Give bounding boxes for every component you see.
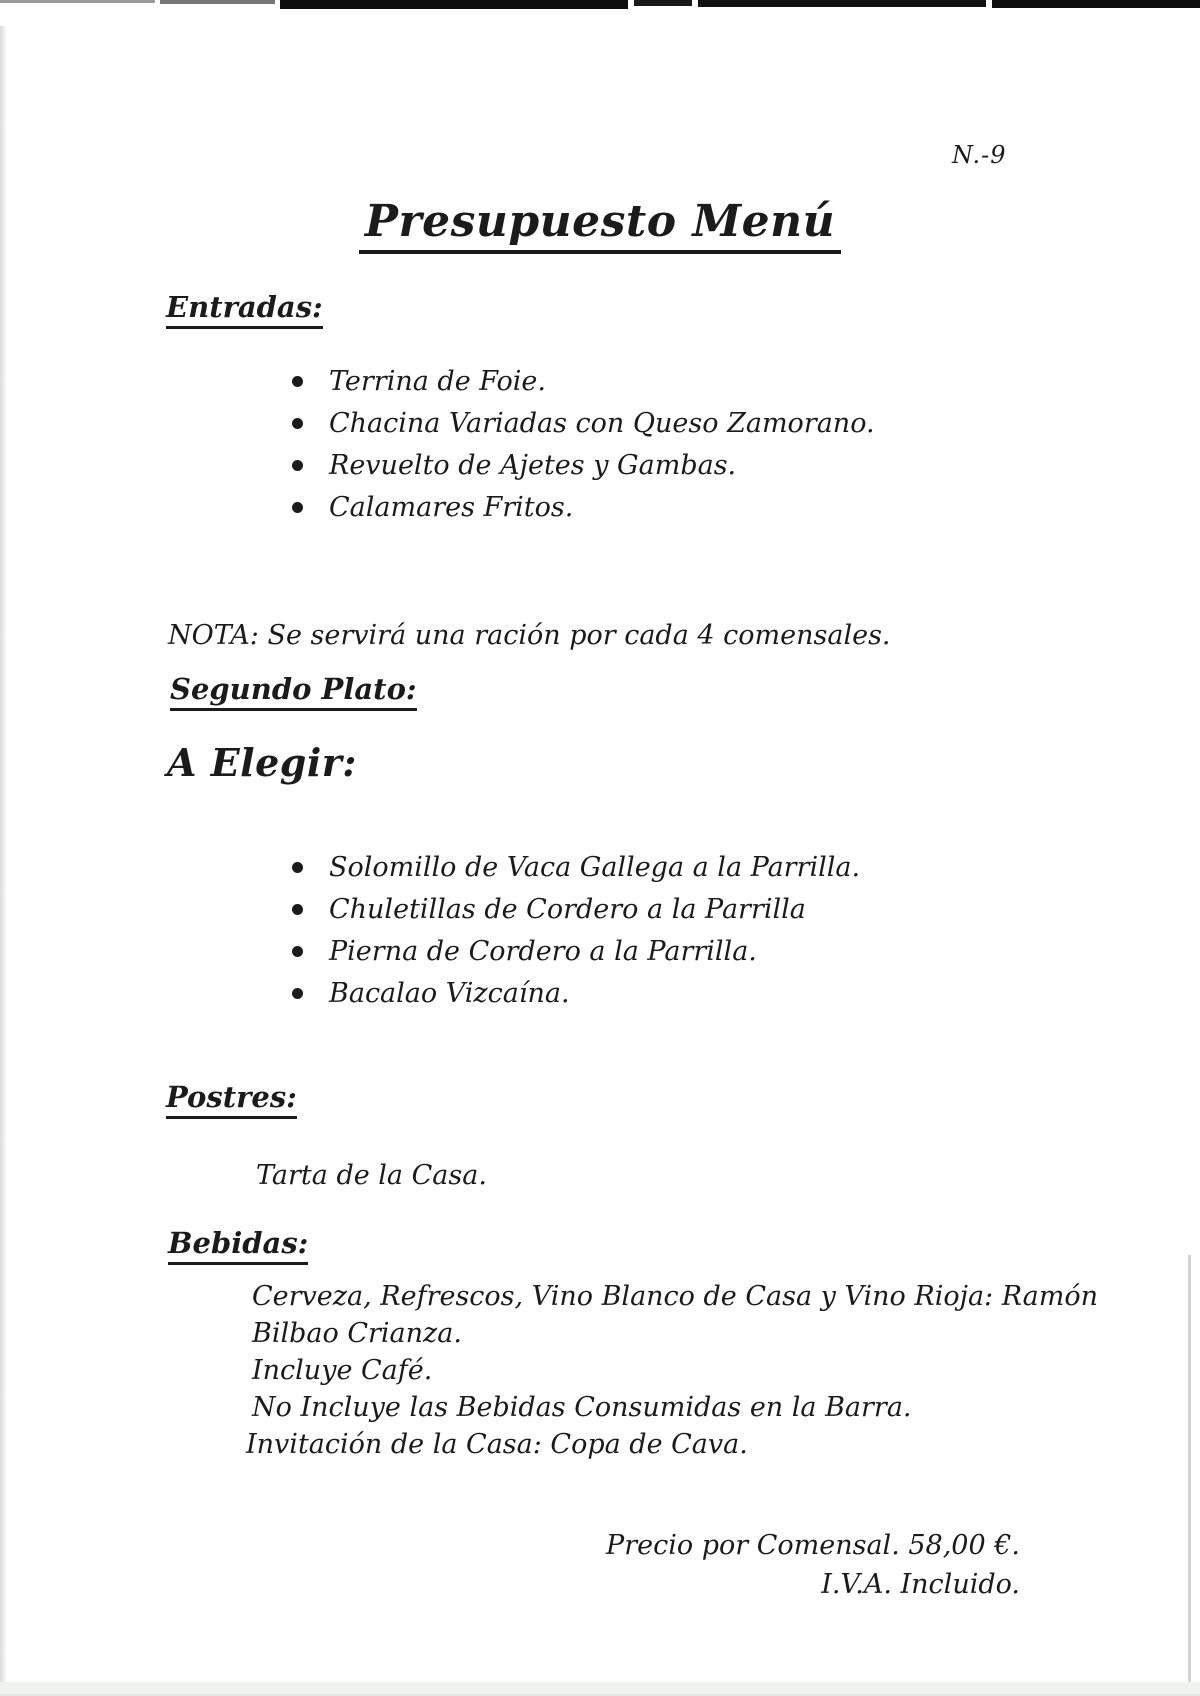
list-item <box>292 930 860 972</box>
scan-bar-segment <box>634 0 692 6</box>
postres-item: Tarta de la Casa. <box>256 1160 487 1191</box>
title-block <box>0 196 1200 254</box>
section-heading-entradas: Entradas: <box>166 290 323 329</box>
pricing-block <box>606 1526 1020 1604</box>
bullet-icon <box>292 946 303 957</box>
bullet-icon <box>292 862 303 873</box>
bullet-icon <box>292 904 303 915</box>
list-item <box>292 444 875 486</box>
menu-item-text: Pierna de Cordero a la Parrilla. <box>329 935 757 967</box>
section-heading-segundo-plato: Segundo Plato: <box>170 672 417 711</box>
menu-item-text: Bacalao Vizcaína. <box>329 977 570 1009</box>
bullet-icon <box>292 376 303 387</box>
menu-item-text: Terrina de Foie. <box>329 365 546 397</box>
scan-bar-segment <box>698 0 986 7</box>
page-title: Presupuesto Menú <box>359 196 841 254</box>
bebidas-paragraph <box>246 1278 1099 1463</box>
scan-bar-segment <box>160 0 275 4</box>
list-item <box>292 846 860 888</box>
page-number: N.-9 <box>952 141 1007 169</box>
bebidas-line: Incluye Café. <box>252 1355 433 1386</box>
bullet-icon <box>292 988 303 999</box>
bullet-icon <box>292 460 303 471</box>
section-heading-postres: Postres: <box>166 1080 297 1119</box>
bebidas-line: Cerveza, Refrescos, Vino Blanco de Casa y Vino Rioja: Ramón <box>252 1281 1099 1312</box>
scan-artifact-left-edge <box>0 26 7 1696</box>
bullet-icon <box>292 418 303 429</box>
scan-bar-segment <box>0 0 155 3</box>
vat-included: I.V.A. Incluido. <box>821 1569 1020 1600</box>
list-item <box>292 888 860 930</box>
list-item <box>292 360 875 402</box>
menu-item-text: Revuelto de Ajetes y Gambas. <box>329 449 737 481</box>
bullet-icon <box>292 502 303 513</box>
section-heading-bebidas: Bebidas: <box>168 1226 308 1265</box>
segundo-plato-list <box>292 846 860 1014</box>
scan-artifact-right-edge <box>1188 1255 1191 1688</box>
entradas-list <box>292 360 875 528</box>
scan-bar-segment <box>280 0 628 9</box>
menu-item-text: Chuletillas de Cordero a la Parrilla <box>329 893 806 925</box>
list-item <box>292 402 875 444</box>
nota-line: NOTA: Se servirá una ración por cada 4 comensales. <box>168 620 891 651</box>
price-per-person: Precio por Comensal. 58,00 €. <box>606 1530 1020 1561</box>
menu-item-text: Calamares Fritos. <box>329 491 574 523</box>
bebidas-line: Bilbao Crianza. <box>252 1318 462 1349</box>
bebidas-line: Invitación de la Casa: Copa de Cava. <box>246 1429 748 1460</box>
list-item <box>292 486 875 528</box>
menu-item-text: Solomillo de Vaca Gallega a la Parrilla. <box>329 851 861 883</box>
a-elegir-subheading: A Elegir: <box>167 740 357 785</box>
scan-artifact-bottom-edge <box>0 1682 1200 1696</box>
list-item <box>292 972 860 1014</box>
bebidas-line: No Incluye las Bebidas Consumidas en la Barra. <box>252 1392 912 1423</box>
scan-bar-segment <box>992 0 1200 8</box>
menu-item-text: Chacina Variadas con Queso Zamorano. <box>329 407 875 439</box>
